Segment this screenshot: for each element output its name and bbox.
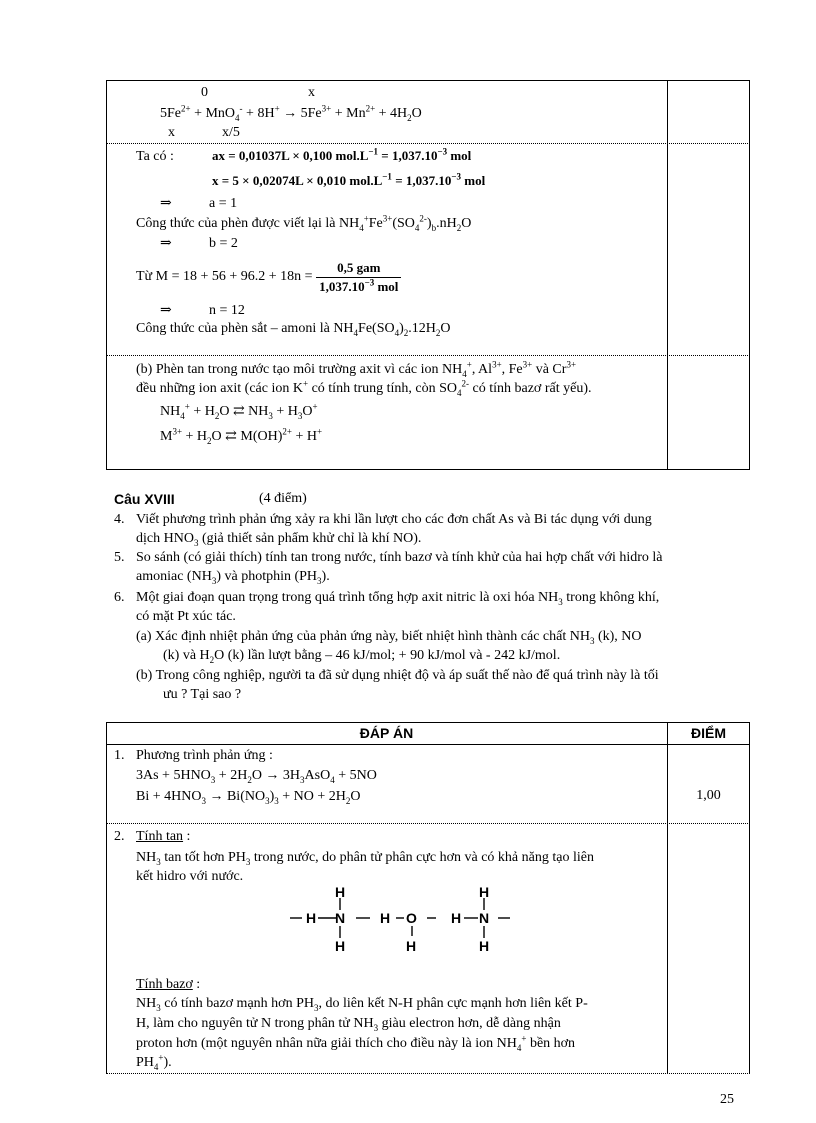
- ta-co-label: Ta có :: [136, 149, 174, 164]
- atom-h: H: [479, 938, 490, 954]
- atom-h: H: [306, 910, 317, 926]
- table2-bottom-border: [106, 1073, 750, 1074]
- sub-question-a: (a) Xác định nhiệt phản ứng của phản ứng này, biết nhiệt hình thành các chất $NH_3$ (k), NO: [136, 629, 642, 646]
- ax-equation: ax = 0,01037L × 0,100 $mol.L^{-1} = 1,037.10^{-3}$ mol: [212, 146, 472, 163]
- redox-equation: $5Fe^{2+} + MnO_4^- + 8H^+ \to 5Fe^{3+} + Mn^{2+} + 4H_2O$: [160, 103, 422, 123]
- implies-arrow: ⇒: [160, 196, 172, 211]
- as-reaction-equation: $3As + 5HNO_3 + 2H_2O \to 3H_3AsO_4 + 5NO$: [136, 768, 377, 785]
- table1-column-divider: [667, 80, 668, 470]
- equation-top-label: x: [308, 85, 315, 100]
- sub-question-a: (k) và $H_2O$ (k) lần lượt bằng – 46 kJ/mol; + 90 kJ/mol và - 242 kJ/mol.: [163, 648, 561, 665]
- question-points: (4 điểm): [259, 491, 307, 506]
- answer-number: 1.: [114, 748, 125, 763]
- basicity-text: $NH_3$ có tính bazơ mạnh hơn $PH_3$, do liên kết N-H phân cực mạnh hơn liên kết P-: [136, 996, 588, 1013]
- answer-number: 2.: [114, 829, 125, 844]
- atom-h: H: [380, 910, 391, 926]
- solubility-text: kết hidro với nước.: [136, 869, 244, 884]
- metal-hydrolysis-equation: $M^{3+} + H_2O$ ⇄ M(OH)$^{2+}$ + H+: [160, 426, 323, 446]
- molar-mass-fraction: $\frac{\text{0,5 gam}}{1,037.10^{-3} mol}$: [316, 259, 401, 296]
- question-item-text: So sánh (có giải thích) tính tan trong nước, tính bazơ và tính khử của hai hợp chất với hidro là: [136, 550, 663, 565]
- page-number: 25: [720, 1092, 734, 1107]
- atom-n: N: [479, 910, 490, 926]
- solubility-heading: Tính tan :: [136, 829, 191, 844]
- molar-mass-equation: Từ M = 18 + 56 + 96.2 + 18n = $\frac{\text{0,5 gam}}{1,037.10^{-3} mol}$: [136, 257, 401, 297]
- question-item-text: dịch $HNO_3$ (giả thiết sản phẩm khử chỉ là khí NO).: [136, 531, 422, 548]
- question-item-number: 5.: [114, 550, 125, 565]
- basicity-text: proton hơn (một nguyên nhân nữa giải thích cho điều này là ion $NH_4^+$ bền hơn: [136, 1033, 576, 1053]
- equation-top-label: 0: [201, 85, 208, 100]
- atom-h: H: [335, 938, 346, 954]
- header-score: ĐIỂM: [691, 725, 726, 741]
- hydrogen-bond-diagram: [284, 884, 524, 954]
- formula-line: Công thức của phèn được viết lại là $NH_4^+Fe^{3+}(SO_4^{2-})_b.nH_2O$: [136, 213, 472, 233]
- header-answer: ĐÁP ÁN: [359, 725, 414, 741]
- alum-acid-explanation-line2: đều những ion axit (các ion K+ có tính trung tính, còn $SO_4^{2-}$ có tính bazơ rất yếu).: [136, 378, 592, 398]
- atom-h: H: [406, 938, 417, 954]
- question-item-text: Một giai đoạn quan trọng trong quá trình tổng hợp axit nitric là oxi hóa $NH_3$ trong không khí,: [136, 590, 660, 607]
- basicity-heading: Tính bazơ :: [136, 977, 201, 992]
- sub-question-b: ưu ? Tại sao ?: [163, 687, 242, 702]
- table2-column-divider: [667, 722, 668, 1074]
- question-item-number: 6.: [114, 590, 125, 605]
- basicity-text: $PH_4^+$).: [136, 1052, 172, 1072]
- ammonium-hydrolysis-equation: $NH_4^+ + H_2O$ ⇄ $NH_3 + H_3O^+$: [160, 401, 318, 421]
- atom-h: H: [451, 910, 462, 926]
- equation-bottom-label: x: [168, 125, 175, 140]
- table2-row-divider: [106, 823, 750, 824]
- table2-header-divider: [106, 744, 750, 745]
- sub-question-b: (b) Trong công nghiệp, người ta đã sử dụng nhiệt độ và áp suất thế nào để quá trình này là tối: [136, 668, 659, 683]
- n-value: n = 12: [209, 303, 245, 318]
- equation-bottom-label: x/5: [222, 125, 240, 140]
- question-item-text: amoniac $(NH_3)$ và photphin $(PH_3)$.: [136, 569, 330, 586]
- table1-row-divider: [106, 355, 750, 356]
- score-value: 1,00: [696, 788, 721, 803]
- bi-reaction-equation: $Bi + 4HNO_3 \to Bi(NO_3)_3$ + NO + $2H_2O$: [136, 789, 361, 806]
- basicity-text: H, làm cho nguyên tử N trong phân tử $NH_3$ giàu electron hơn, dễ dàng nhận: [136, 1016, 561, 1033]
- table1-row-divider: [106, 143, 750, 144]
- question-item-text: Viết phương trình phản ứng xảy ra khi lần lượt cho các đơn chất As và Bi tác dụng với dung: [136, 512, 652, 527]
- atom-h: H: [335, 884, 346, 900]
- atom-h: H: [479, 884, 490, 900]
- question-title: Câu XVIII: [114, 491, 175, 507]
- question-item-number: 4.: [114, 512, 125, 527]
- b-value: b = 2: [209, 236, 238, 251]
- x-equation: x = 5 × 0,02074L × 0,010 $mol.L^{-1} = 1,037.10^{-3}$ mol: [212, 171, 486, 188]
- a-value: a = 1: [209, 196, 238, 211]
- implies-arrow: ⇒: [160, 236, 172, 251]
- atom-o: O: [406, 910, 417, 926]
- alum-acid-explanation-line1: (b) Phèn tan trong nước tạo môi trường axit vì các ion $NH_4^+$, $Al^{3+}$, $Fe^{3+}$ và $Cr^{3+}$: [136, 359, 577, 379]
- atom-n: N: [335, 910, 346, 926]
- solubility-text: $NH_3$ tan tốt hơn $PH_3$ trong nước, do phân tử phân cực hơn và có khả năng tạo liên: [136, 850, 594, 867]
- question-item-text: có mặt Pt xúc tác.: [136, 609, 236, 624]
- final-formula-line: Công thức của phèn sắt – amoni là $NH_4Fe(SO_4)_2.12H_2O$: [136, 321, 451, 338]
- implies-arrow: ⇒: [160, 303, 172, 318]
- answer-title: Phương trình phản ứng :: [136, 748, 273, 763]
